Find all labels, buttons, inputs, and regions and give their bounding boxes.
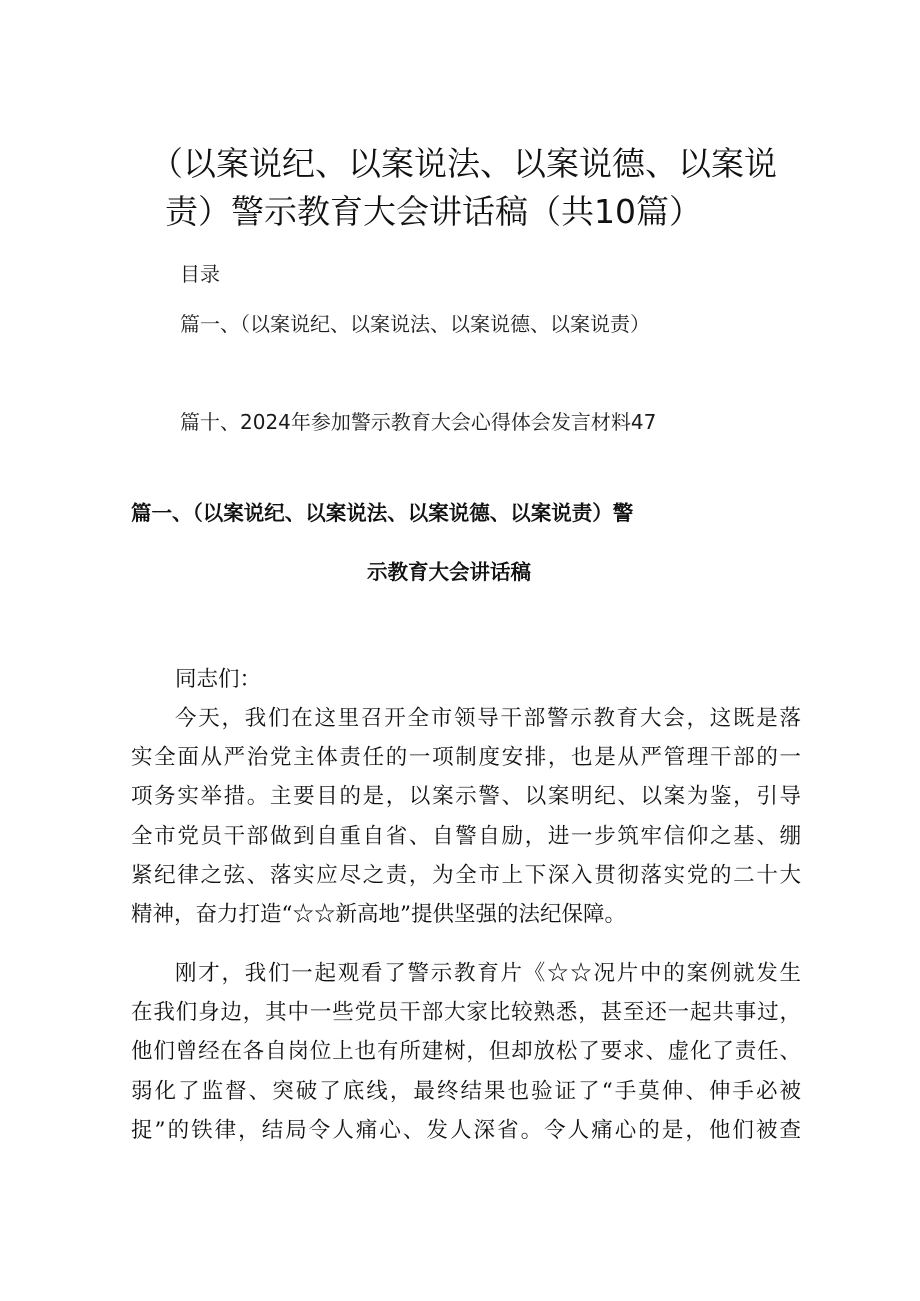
toc-label: 目录 xyxy=(180,262,220,286)
paragraph-line: 弱化了监督、突破了底线，最终结果也验证了“手莫伸、伸手必被 xyxy=(131,1078,801,1104)
paragraph-line: 他们曾经在各自岗位上也有所建树，但却放松了要求、虚化了责任、 xyxy=(131,1039,801,1065)
paragraph-line: 精神，奋力打造“☆☆新高地”提供坚强的法纪保障。 xyxy=(131,901,626,927)
paragraph-line: 捉”的铁律，结局令人痛心、发人深省。令人痛心的是，他们被查 xyxy=(131,1117,801,1143)
paragraph-line: 今天，我们在这里召开全市领导干部警示教育大会，这既是落 xyxy=(175,706,801,731)
toc-item-1: 篇一、（以案说纪、以案说法、以案说德、以案说责） xyxy=(180,312,650,336)
toc-item-10: 篇十、2024年参加警示教育大会心得体会发言材料47 xyxy=(180,410,657,434)
section-heading-line2: 示教育大会讲话稿 xyxy=(367,560,531,584)
paragraph-line: 刚才，我们一起观看了警示教育片《☆☆况片中的案例就发生 xyxy=(175,961,801,986)
document-title-line2: 责）警示教育大会讲话稿（共10篇） xyxy=(165,192,702,231)
paragraph-line: 实全面从严治党主体责任的一项制度安排，也是从严管理干部的一 xyxy=(131,745,801,771)
paragraph-1 xyxy=(131,699,801,934)
paragraph-line: 在我们身边，其中一些党员干部大家比较熟悉，甚至还一起共事过， xyxy=(131,1000,801,1026)
paragraph-2 xyxy=(131,954,801,1150)
paragraph-line: 项务实举措。主要目的是，以案示警、以案明纪、以案为鉴，引导 xyxy=(131,784,801,810)
section-heading-line1: 篇一、（以案说纪、以案说法、以案说德、以案说责）警 xyxy=(131,501,634,525)
salutation-text: 同志们： xyxy=(175,667,262,692)
salutation xyxy=(131,660,801,699)
document-title-line1: （以案说纪、以案说法、以案说德、以案说 xyxy=(150,144,777,183)
paragraph-line: 全市党员干部做到自重自省、自警自励，进一步筑牢信仰之基、绷 xyxy=(131,823,801,849)
paragraph-line: 紧纪律之弦、落实应尽之责，为全市上下深入贯彻落实党的二十大 xyxy=(131,862,801,888)
